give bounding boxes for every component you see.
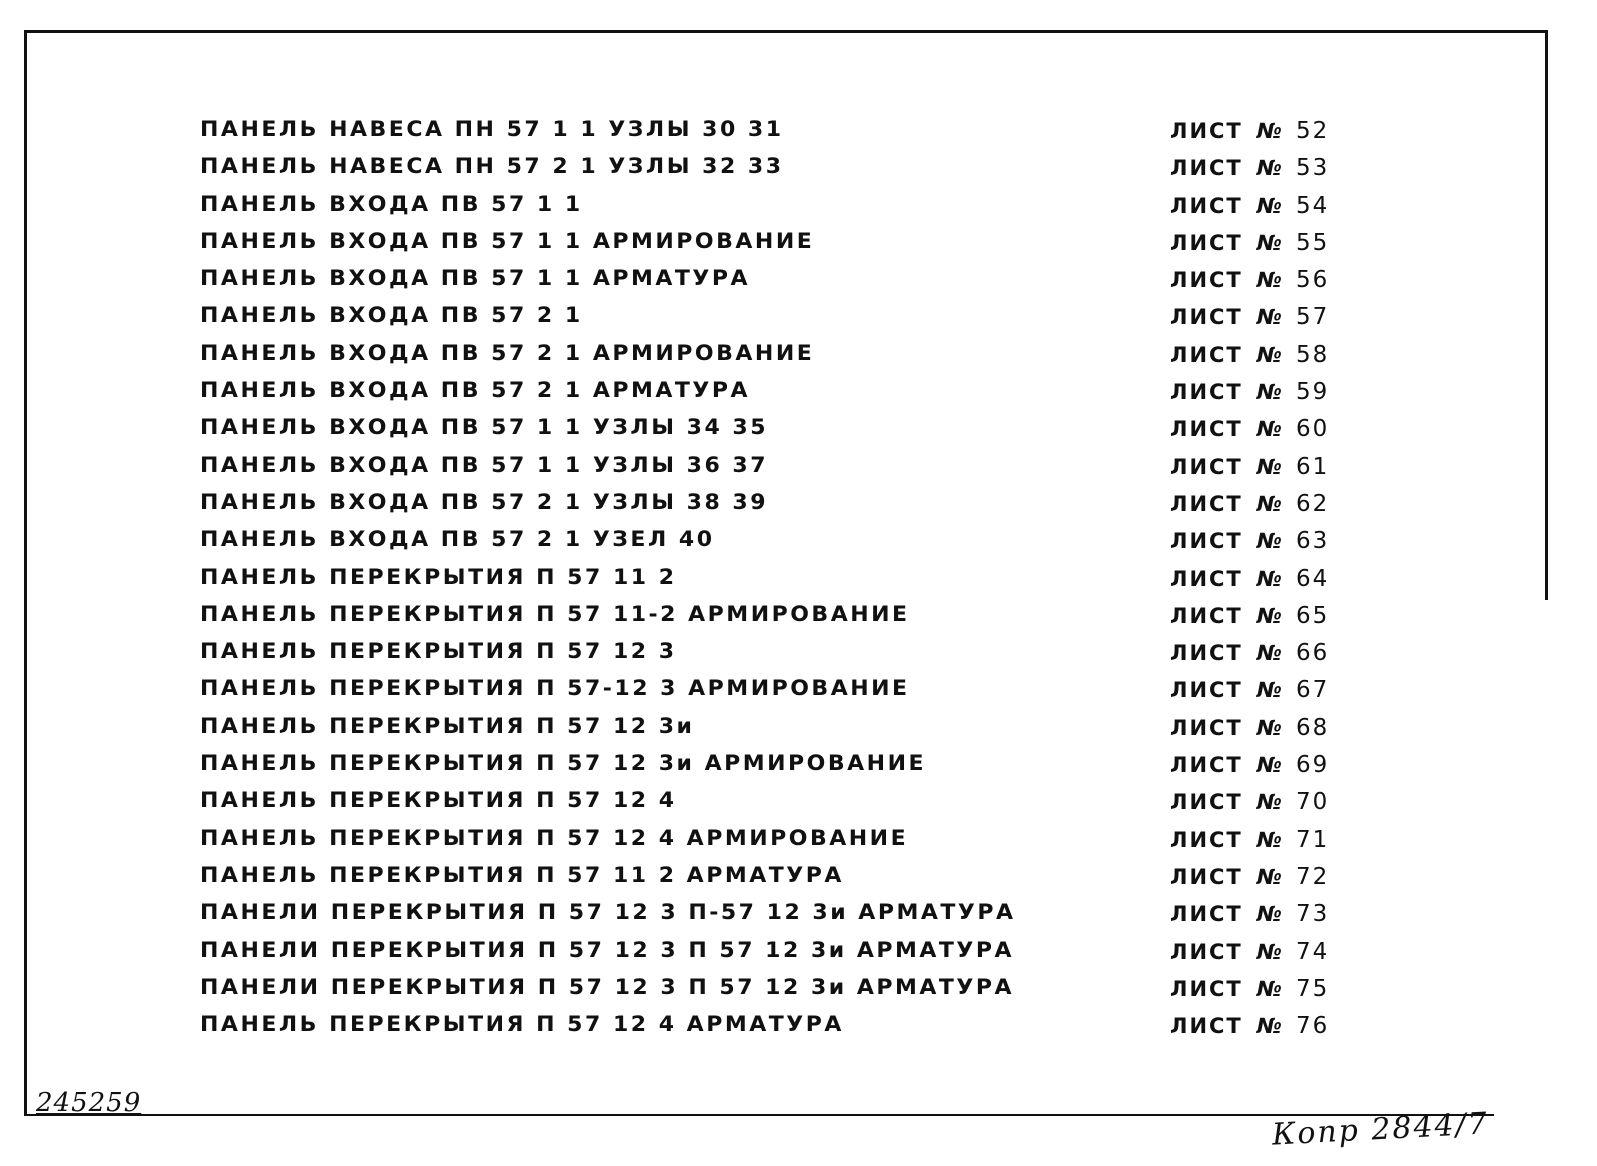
sheet-reference: [1170, 827, 1329, 853]
item-description: ПАНЕЛЬ ПЕРЕКРЫТИЯ П 57 12 4 АРМИРОВАНИЕ: [200, 826, 909, 851]
list-item: [200, 972, 1330, 1009]
number-sign: №: [1256, 678, 1285, 703]
item-description: ПАНЕЛЬ ПЕРЕКРЫТИЯ П 57 12 3: [200, 640, 677, 664]
sheet-label: ЛИСТ: [1170, 790, 1243, 815]
sheet-number: 71: [1296, 826, 1330, 853]
sheet-label: ЛИСТ: [1170, 268, 1243, 293]
item-description: ПАНЕЛЬ ВХОДА ПВ 57 2 1 АРМИРОВАНИЕ: [200, 341, 815, 366]
number-sign: №: [1256, 790, 1285, 815]
sheet-number: 69: [1296, 752, 1330, 779]
sheet-reference: [1170, 603, 1329, 629]
sheet-label: ЛИСТ: [1170, 939, 1243, 964]
sheet-reference: [1170, 939, 1329, 965]
sheet-label: ЛИСТ: [1170, 566, 1243, 591]
number-sign: №: [1256, 380, 1285, 405]
sheet-label: ЛИСТ: [1170, 417, 1243, 442]
sheet-number: 59: [1296, 379, 1330, 406]
sheet-reference: [1170, 1013, 1329, 1039]
list-item: [200, 748, 1330, 785]
item-description: ПАНЕЛЬ ВХОДА ПВ 57 2 1 УЗЕЛ 40: [200, 528, 715, 553]
sheet-label: ЛИСТ: [1170, 193, 1243, 218]
list-item: [200, 636, 1330, 673]
list-item: [200, 412, 1330, 449]
list-item: [200, 263, 1330, 300]
sheet-number: 52: [1296, 118, 1330, 144]
sheet-number: 72: [1296, 863, 1330, 890]
sheet-number: 65: [1296, 602, 1330, 629]
sheet-reference: [1170, 528, 1329, 554]
sheet-label: ЛИСТ: [1170, 641, 1243, 666]
sheet-label: ЛИСТ: [1170, 305, 1243, 330]
list-item: [200, 450, 1330, 487]
frame-gap: [1540, 600, 1554, 1120]
sheet-number: 54: [1296, 192, 1330, 219]
sheet-number: 55: [1296, 229, 1330, 256]
number-sign: №: [1256, 119, 1285, 143]
item-description: ПАНЕЛЬ ВХОДА ПВ 57 2 1: [200, 304, 583, 329]
sheet-label: ЛИСТ: [1170, 156, 1243, 181]
number-sign: №: [1256, 305, 1285, 330]
inventory-number: 245259: [36, 1088, 142, 1118]
sheet-reference: [1170, 342, 1329, 368]
sheet-number: 57: [1296, 304, 1330, 331]
sheet-reference: [1170, 715, 1329, 741]
item-description: ПАНЕЛЬ ПЕРЕКРЫТИЯ П 57 11 2 АРМАТУРА: [200, 863, 844, 888]
number-sign: №: [1256, 193, 1285, 218]
item-description: ПАНЕЛЬ ВХОДА ПВ 57 2 1 АРМАТУРА: [200, 379, 751, 403]
item-description: ПАНЕЛЬ ВХОДА ПВ 57 1 1: [200, 192, 583, 217]
list-item: [200, 375, 1330, 412]
sheet-number: 70: [1296, 789, 1330, 816]
number-sign: №: [1256, 417, 1285, 442]
sheet-label: ЛИСТ: [1170, 1014, 1243, 1039]
number-sign: №: [1256, 491, 1285, 516]
sheet-number: 74: [1296, 938, 1330, 965]
list-item: [200, 711, 1330, 748]
sheet-number: 61: [1296, 453, 1330, 480]
list-item: [200, 300, 1330, 337]
sheet-number: 64: [1296, 565, 1330, 592]
sheet-reference: [1170, 566, 1329, 592]
sheet-number: 62: [1296, 490, 1330, 517]
sheet-number: 63: [1296, 528, 1330, 555]
sheet-number: 76: [1296, 1013, 1330, 1040]
sheet-label: ЛИСТ: [1170, 342, 1243, 367]
list-item: [200, 189, 1330, 226]
item-description: ПАНЕЛИ ПЕРЕКРЫТИЯ П 57 12 3 П 57 12 3и АРМАТУРА: [200, 938, 1015, 963]
sheet-reference: [1170, 193, 1329, 219]
list-item: [200, 860, 1330, 897]
sheet-label: ЛИСТ: [1170, 902, 1243, 927]
sheet-reference: [1170, 976, 1329, 1002]
sheet-reference: [1170, 304, 1329, 330]
sheet-label: ЛИСТ: [1170, 678, 1243, 703]
sheet-reference: [1170, 677, 1329, 703]
sheet-reference: [1170, 864, 1329, 890]
list-item: [200, 524, 1330, 561]
copy-stamp: Копр 2844/7: [1271, 1106, 1490, 1153]
item-description: ПАНЕЛЬ ПЕРЕКРЫТИЯ П 57 11-2 АРМИРОВАНИЕ: [200, 602, 910, 627]
list-item: [200, 599, 1330, 636]
sheet-reference: [1170, 155, 1329, 181]
list-item: [200, 487, 1330, 524]
item-description: ПАНЕЛЬ ПЕРЕКРЫТИЯ П 57 12 4: [200, 789, 677, 814]
list-item: [200, 673, 1330, 710]
item-description: ПАНЕЛЬ НАВЕСА ПН 57 2 1 УЗЛЫ 32 33: [200, 155, 784, 180]
number-sign: №: [1256, 976, 1285, 1001]
list-item: [200, 935, 1330, 972]
sheet-reference: [1170, 901, 1329, 927]
number-sign: №: [1256, 939, 1285, 964]
number-sign: №: [1256, 902, 1285, 927]
item-description: ПАНЕЛЬ ПЕРЕКРЫТИЯ П 57-12 3 АРМИРОВАНИЕ: [200, 677, 910, 702]
item-description: ПАНЕЛЬ ПЕРЕКРЫТИЯ П 57 11 2: [200, 565, 677, 590]
sheet-label: ЛИСТ: [1170, 380, 1243, 405]
number-sign: №: [1256, 454, 1285, 479]
number-sign: №: [1256, 715, 1285, 740]
number-sign: №: [1256, 1014, 1285, 1039]
sheet-label: ЛИСТ: [1170, 864, 1243, 889]
sheet-label: ЛИСТ: [1170, 491, 1243, 516]
sheet-label: ЛИСТ: [1170, 230, 1243, 255]
bottom-border-line: [24, 1114, 1494, 1116]
sheet-number: 66: [1296, 640, 1330, 667]
list-item: [200, 823, 1330, 860]
sheet-number: 75: [1296, 975, 1330, 1002]
number-sign: №: [1256, 603, 1285, 628]
sheet-number: 67: [1296, 677, 1330, 704]
sheet-reference: [1170, 454, 1329, 480]
sheet-label: ЛИСТ: [1170, 753, 1243, 778]
item-description: ПАНЕЛЬ ВХОДА ПВ 57 2 1 УЗЛЫ 38 39: [200, 490, 769, 515]
list-item: [200, 151, 1330, 188]
sheet-label: ЛИСТ: [1170, 827, 1243, 852]
sheet-reference: [1170, 752, 1329, 778]
item-description: ПАНЕЛИ ПЕРЕКРЫТИЯ П 57 12 3 П 57 12 3и АРМАТУРА: [200, 975, 1015, 1000]
item-description: ПАНЕЛЬ ВХОДА ПВ 57 1 1 УЗЛЫ 34 35: [200, 416, 769, 441]
list-item: [200, 226, 1330, 263]
number-sign: №: [1256, 641, 1285, 666]
number-sign: №: [1256, 268, 1285, 293]
sheet-label: ЛИСТ: [1170, 603, 1243, 628]
sheet-label: ЛИСТ: [1170, 454, 1243, 479]
sheet-number: 60: [1296, 416, 1330, 443]
number-sign: №: [1256, 230, 1285, 255]
sheet-number: 68: [1296, 714, 1330, 741]
sheet-reference: [1170, 230, 1329, 256]
item-description: ПАНЕЛИ ПЕРЕКРЫТИЯ П 57 12 3 П-57 12 3и АРМАТУРА: [200, 901, 1016, 925]
list-item: [200, 338, 1330, 375]
sheet-number: 73: [1296, 901, 1330, 928]
sheet-label: ЛИСТ: [1170, 529, 1243, 554]
item-description: ПАНЕЛЬ ВХОДА ПВ 57 1 1 АРМИРОВАНИЕ: [200, 229, 815, 254]
item-description: ПАНЕЛЬ ВХОДА ПВ 57 1 1 УЗЛЫ 36 37: [200, 453, 769, 478]
item-description: ПАНЕЛЬ ПЕРЕКРЫТИЯ П 57 12 3и: [200, 714, 695, 739]
list-item: [200, 562, 1330, 599]
item-description: ПАНЕЛЬ НАВЕСА ПН 57 1 1 УЗЛЫ 30 31: [200, 118, 784, 142]
item-description: ПАНЕЛЬ ПЕРЕКРЫТИЯ П 57 12 3и АРМИРОВАНИЕ: [200, 752, 927, 776]
item-description: ПАНЕЛЬ ВХОДА ПВ 57 1 1 АРМАТУРА: [200, 267, 751, 291]
sheet-label: ЛИСТ: [1170, 119, 1243, 143]
sheet-label: ЛИСТ: [1170, 715, 1243, 740]
sheet-reference: [1170, 118, 1329, 144]
number-sign: №: [1256, 156, 1285, 181]
number-sign: №: [1256, 566, 1285, 591]
sheet-label: ЛИСТ: [1170, 976, 1243, 1001]
list-item: [200, 114, 1330, 151]
number-sign: №: [1256, 342, 1285, 367]
list-item: [200, 1009, 1330, 1046]
sheet-reference: [1170, 491, 1329, 517]
number-sign: №: [1256, 864, 1285, 889]
list-item: [200, 785, 1330, 822]
sheet-number: 53: [1296, 155, 1330, 182]
sheet-reference: [1170, 267, 1329, 293]
number-sign: №: [1256, 753, 1285, 778]
sheet-reference: [1170, 379, 1329, 405]
sheet-reference: [1170, 416, 1329, 442]
sheet-number: 58: [1296, 341, 1330, 368]
sheet-reference: [1170, 789, 1329, 815]
sheet-index-list: [200, 114, 1330, 1046]
number-sign: №: [1256, 827, 1285, 852]
sheet-number: 56: [1296, 267, 1330, 294]
number-sign: №: [1256, 529, 1285, 554]
list-item: [200, 897, 1330, 934]
sheet-reference: [1170, 640, 1329, 666]
item-description: ПАНЕЛЬ ПЕРЕКРЫТИЯ П 57 12 4 АРМАТУРА: [200, 1013, 844, 1037]
